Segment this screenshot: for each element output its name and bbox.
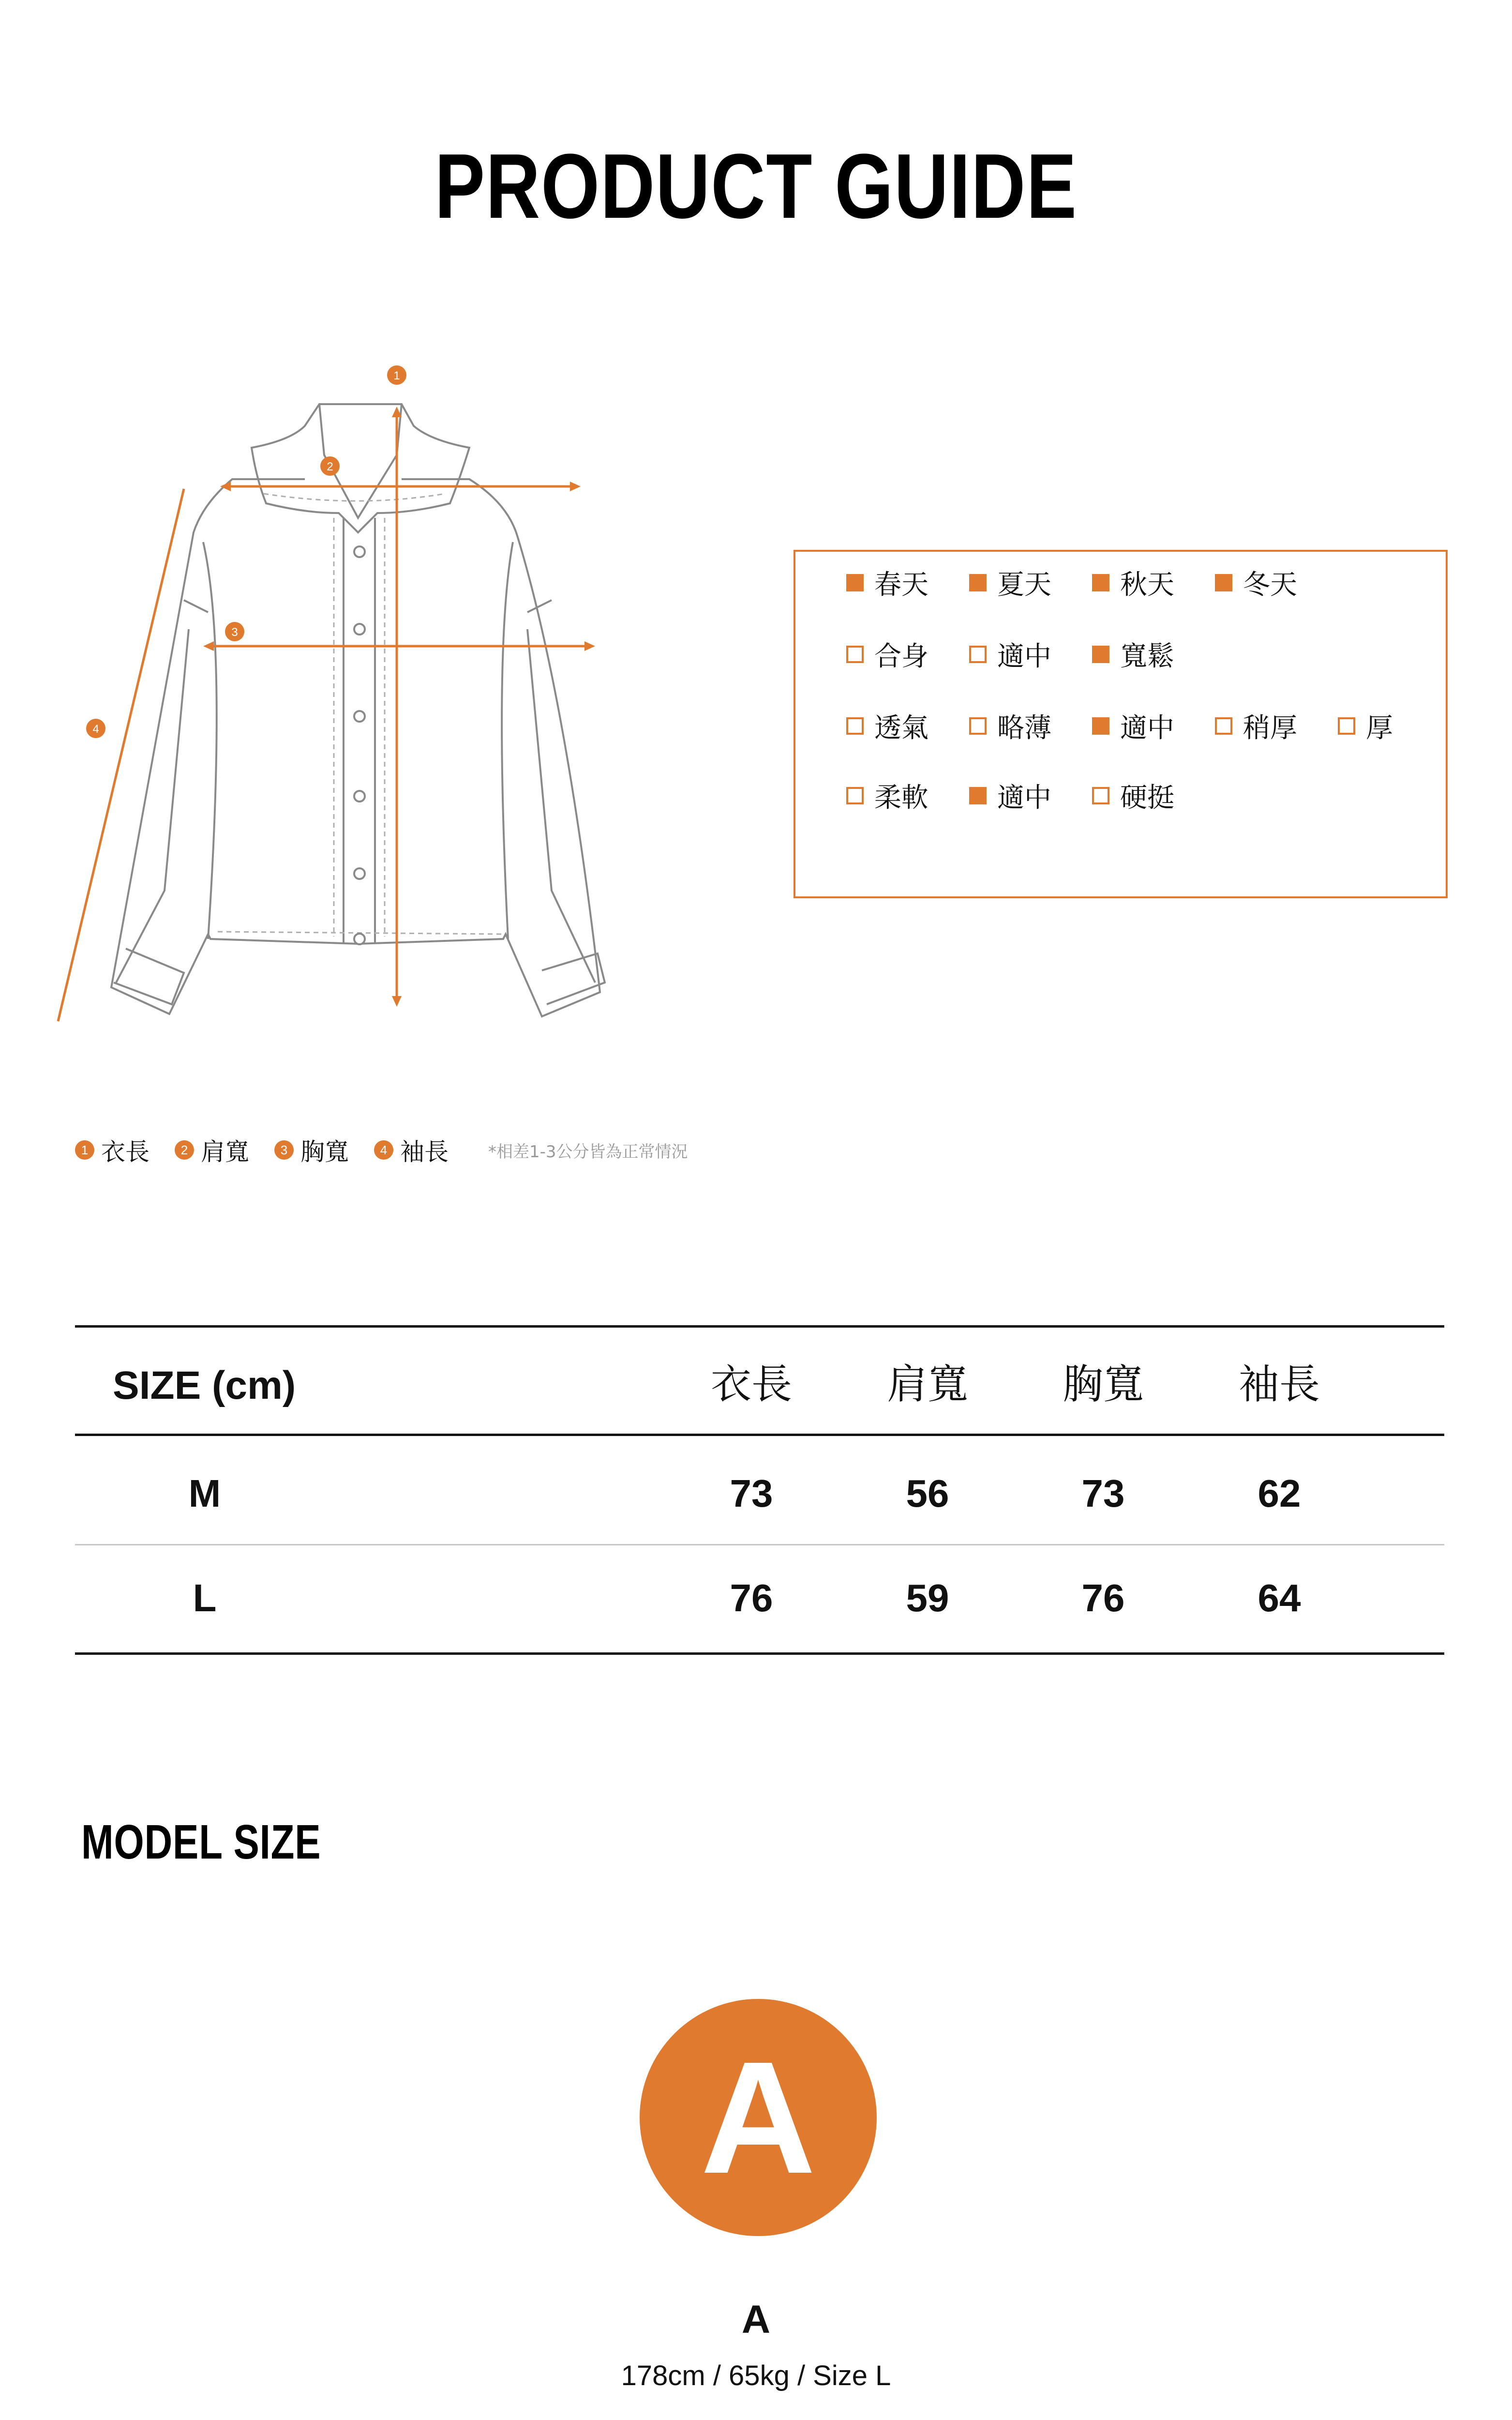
- fit-option: 合身: [846, 635, 969, 674]
- checkbox-icon: [846, 646, 864, 663]
- softness-row: [846, 776, 1215, 815]
- table-header-rule: [75, 1434, 1444, 1436]
- fit-option: 適中: [969, 635, 1092, 674]
- table-header-sleeve: 袖長: [1238, 1361, 1320, 1408]
- season-option: 春天: [846, 563, 969, 602]
- marker-2-label: 2: [327, 460, 333, 473]
- row-sleeve: 62: [1258, 1472, 1301, 1515]
- attributes-panel: [793, 550, 1448, 898]
- row-length: 73: [730, 1472, 773, 1515]
- checkbox-icon: [1215, 574, 1232, 591]
- marker-1-label: 1: [393, 369, 400, 382]
- season-option: 冬天: [1215, 563, 1338, 602]
- thickness-option: 透氣: [846, 707, 969, 745]
- model-spec: 178cm / 65kg / Size L: [621, 2360, 891, 2391]
- table-header-shoulder: 肩寬: [886, 1361, 968, 1408]
- softness-option: 適中: [969, 776, 1092, 815]
- checkbox-icon: [1092, 574, 1109, 591]
- checkbox-icon: [1338, 717, 1355, 735]
- model-name: A: [741, 2298, 771, 2342]
- jacket-diagram: [44, 358, 740, 1065]
- model-badge-letter: A: [700, 2028, 816, 2207]
- checkbox-icon: [969, 787, 987, 804]
- row-shoulder: 59: [906, 1576, 949, 1619]
- checkbox-icon: [846, 717, 864, 735]
- season-option: 夏天: [969, 563, 1092, 602]
- table-header-chest: 胸寬: [1062, 1361, 1144, 1408]
- tolerance-note: *相差1-3公分皆為正常情況: [488, 1142, 688, 1162]
- measurement-legend: [75, 1131, 688, 1169]
- number-badge-icon: 2: [175, 1140, 194, 1160]
- legend-item: 2 肩寬: [175, 1133, 249, 1167]
- checkbox-icon: [1092, 787, 1109, 804]
- checkbox-icon: [1092, 646, 1109, 663]
- thickness-row: [846, 707, 1410, 745]
- thickness-option: 適中: [1092, 707, 1215, 745]
- season-option: 秋天: [1092, 563, 1215, 602]
- row-length: 76: [730, 1576, 773, 1619]
- marker-4-label: 4: [92, 723, 99, 736]
- table-row-divider: [75, 1544, 1444, 1545]
- checkbox-icon: [969, 646, 987, 663]
- checkbox-icon: [846, 574, 864, 591]
- table-top-rule: [75, 1325, 1444, 1328]
- checkbox-icon: [969, 574, 987, 591]
- row-chest: 73: [1081, 1472, 1125, 1515]
- model-size-title: MODEL SIZE: [81, 1815, 321, 1869]
- row-shoulder: 56: [906, 1472, 949, 1515]
- number-badge-icon: 3: [274, 1140, 294, 1160]
- season-row: [846, 563, 1338, 602]
- marker-3-label: 3: [231, 626, 238, 639]
- row-chest: 76: [1081, 1576, 1125, 1619]
- row-sleeve: 64: [1258, 1576, 1301, 1619]
- row-size: L: [193, 1576, 217, 1619]
- legend-item: 4 袖長: [374, 1133, 449, 1167]
- number-badge-icon: 1: [75, 1140, 94, 1160]
- fit-row: [846, 635, 1215, 674]
- legend-item: 3 胸寬: [274, 1133, 349, 1167]
- thickness-option: 稍厚: [1215, 707, 1338, 745]
- thickness-option: 厚: [1338, 707, 1410, 745]
- table-header-length: 衣長: [710, 1361, 792, 1408]
- legend-item: 1 衣長: [75, 1133, 150, 1167]
- model-badge: [640, 1999, 877, 2236]
- number-badge-icon: 4: [374, 1140, 393, 1160]
- softness-option: 硬挺: [1092, 776, 1215, 815]
- row-size: M: [188, 1472, 221, 1515]
- checkbox-icon: [969, 717, 987, 735]
- checkbox-icon: [1215, 717, 1232, 735]
- softness-option: 柔軟: [846, 776, 969, 815]
- checkbox-icon: [1092, 717, 1109, 735]
- table-bottom-rule: [75, 1652, 1444, 1655]
- page-title: PRODUCT GUIDE: [434, 135, 1078, 238]
- thickness-option: 略薄: [969, 707, 1092, 745]
- checkbox-icon: [846, 787, 864, 804]
- fit-option: 寬鬆: [1092, 635, 1215, 674]
- table-header-size: SIZE (cm): [113, 1363, 296, 1407]
